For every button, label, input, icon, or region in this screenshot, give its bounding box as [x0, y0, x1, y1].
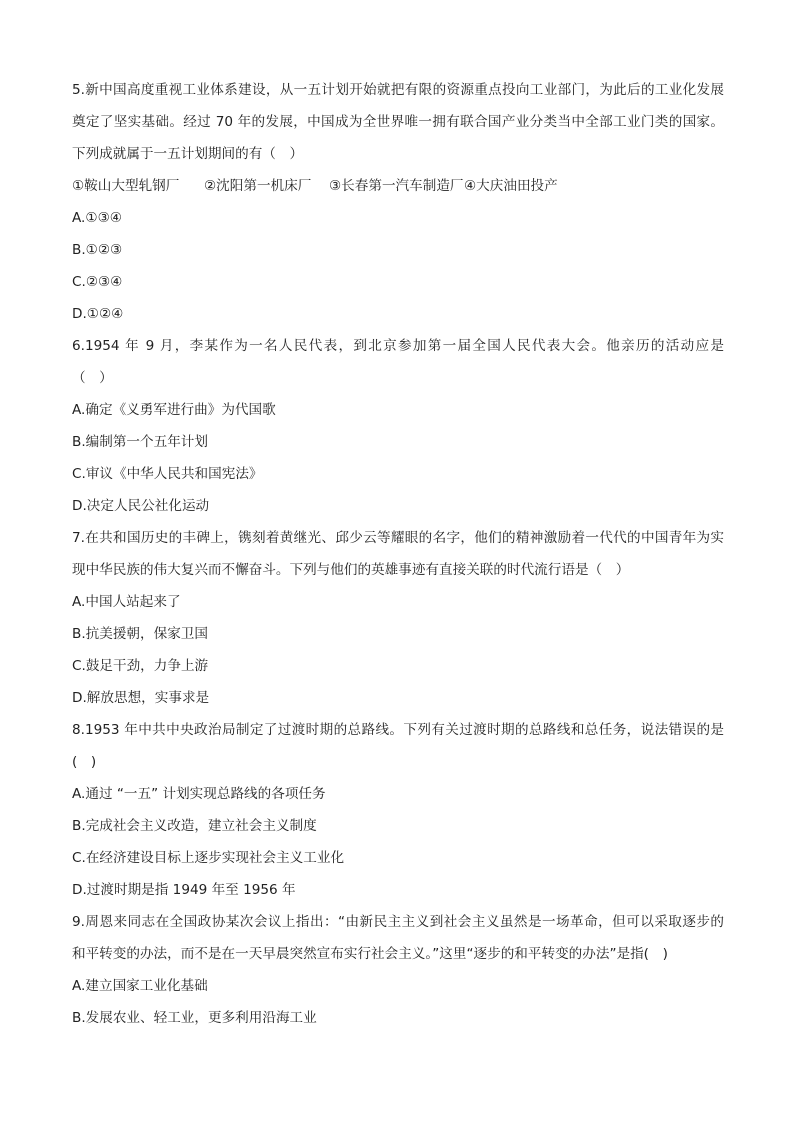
answer-choice: C.审议《中华人民共和国宪法》: [72, 466, 263, 482]
question-item: ③长春第一汽车制造厂: [329, 178, 464, 194]
question-item: ②沈阳第一机床厂: [204, 178, 312, 194]
answer-choice: C.在经济建设目标上逐步实现社会主义工业化: [72, 850, 345, 866]
question-stem-line: ( ): [72, 754, 97, 770]
question-8: [72, 714, 724, 906]
question-stem-line: 7.在共和国历史的丰碑上，镌刻着黄继光、邱少云等耀眼的名字，他们的精神激励着一代代的中国青年为实: [72, 530, 724, 546]
answer-choice: C.②③④: [72, 274, 123, 290]
question-7: [72, 522, 724, 714]
question-stem-line: 8.1953 年中共中央政治局制定了过渡时期的总路线。下列有关过渡时期的总路线和总任务，说法错误的是: [72, 722, 724, 738]
answer-choice: A.通过 “一五” 计划实现总路线的各项任务: [72, 786, 326, 802]
question-9: [72, 906, 724, 1034]
question-stem-line: 9.周恩来同志在全国政协某次会议上指出：“由新民主主义到社会主义虽然是一场革命，但可以采取逐步的: [72, 914, 724, 930]
question-items-row: [72, 170, 724, 202]
answer-choice: D.①②④: [72, 306, 124, 322]
answer-choice: A.①③④: [72, 210, 122, 226]
answer-choice: B.完成社会主义改造，建立社会主义制度: [72, 818, 317, 834]
answer-choice: A.确定《义勇军进行曲》为代国歌: [72, 402, 276, 418]
question-stem-line: 下列成就属于一五计划期间的有（ ）: [72, 146, 304, 162]
answer-choice: B.发展农业、轻工业，更多利用沿海工业: [72, 1010, 317, 1026]
answer-choice: B.抗美援朝，保家卫国: [72, 626, 208, 642]
question-stem-line: 5.新中国高度重视工业体系建设，从一五计划开始就把有限的资源重点投向工业部门，为此后的工业化发展: [72, 82, 724, 98]
question-stem-line: 6.1954 年 9 月，李某作为一名人民代表，到北京参加第一届全国人民代表大会。他亲历的活动应是: [72, 338, 724, 354]
question-6: [72, 330, 724, 522]
question-stem-line: 现中华民族的伟大复兴而不懈奋斗。下列与他们的英雄事迹有直接关联的时代流行语是（ ）: [72, 562, 630, 578]
question-stem-line: （ ）: [72, 370, 113, 386]
answer-choice: B.编制第一个五年计划: [72, 434, 208, 450]
answer-choice: D.解放思想，实事求是: [72, 690, 210, 706]
question-item: ④大庆油田投产: [464, 178, 558, 194]
answer-choice: C.鼓足干劲，力争上游: [72, 658, 209, 674]
answer-choice: D.决定人民公社化运动: [72, 498, 210, 514]
question-item: ①鞍山大型轧钢厂: [72, 178, 180, 194]
answer-choice: A.建立国家工业化基础: [72, 978, 208, 994]
question-stem-line: 奠定了坚实基础。经过 70 年的发展，中国成为全世界唯一拥有联合国产业分类当中全部工业门类的国家。: [72, 114, 724, 130]
question-5: [72, 74, 724, 330]
answer-choice: D.过渡时期是指 1949 年至 1956 年: [72, 882, 296, 898]
answer-choice: B.①②③: [72, 242, 123, 258]
question-stem-line: 和平转变的办法，而不是在一天早晨突然宣布实行社会主义。”这里“逐步的和平转变的办法”是指( ): [72, 946, 668, 962]
answer-choice: A.中国人站起来了: [72, 594, 181, 610]
